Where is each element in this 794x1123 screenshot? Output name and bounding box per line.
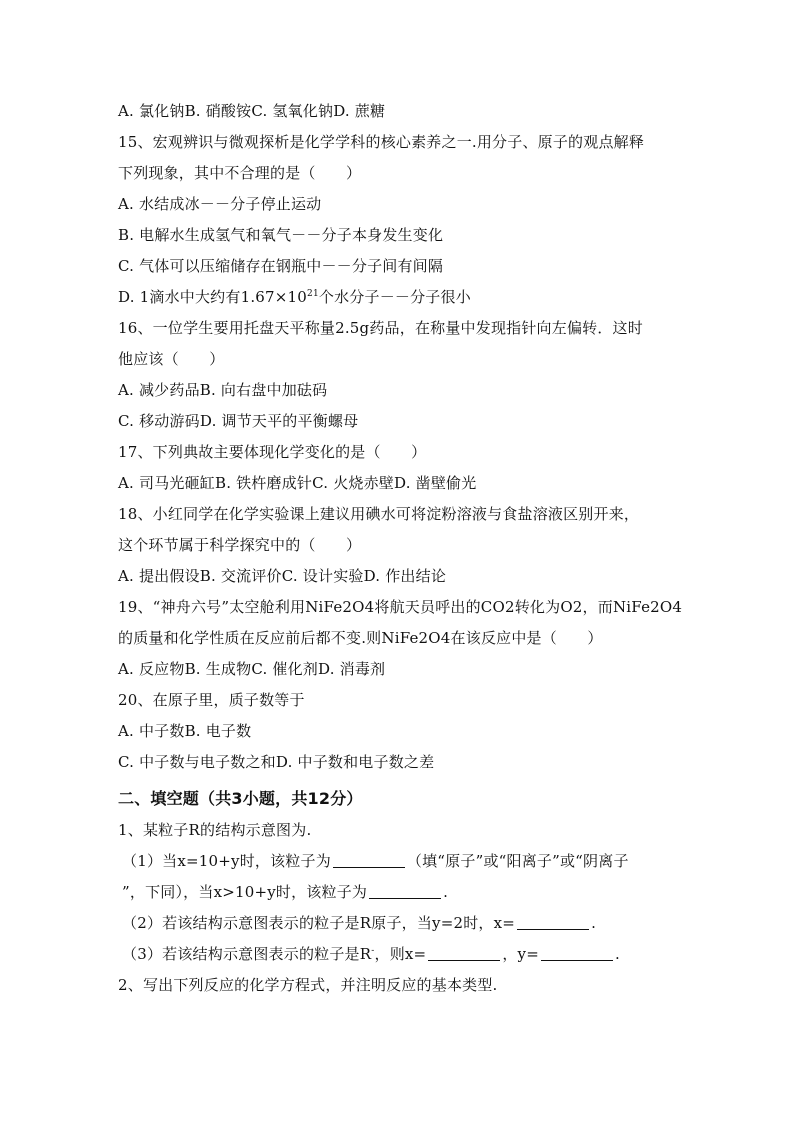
q15-option-d-tail: 个水分子－－分子很小 [318, 288, 471, 306]
fill-q1-part2-text-a: （2）若该结构示意图表示的粒子是R原子，当y=2时，x= [122, 914, 516, 932]
answer-blank[interactable] [428, 946, 500, 961]
q20-options-ab: A. 中子数B. 电子数 [118, 722, 252, 740]
q16-options-cd: C. 移动游码D. 调节天平的平衡螺母 [118, 412, 359, 430]
fill-q1-part3 [118, 939, 678, 970]
q15-option-c: C. 气体可以压缩储存在钢瓶中－－分子间有间隔 [118, 257, 444, 275]
ion-charge: - [371, 946, 375, 956]
answer-blank[interactable] [369, 884, 441, 899]
q17-stem: 17、下列典故主要体现化学变化的是（ ） [118, 443, 427, 461]
fill-q2-stem: 2、写出下列反应的化学方程式，并注明反应的基本类型. [118, 976, 498, 994]
q18-options: A. 提出假设B. 交流评价C. 设计实验D. 作出结论 [118, 567, 447, 585]
fill-q1-part3-text-a: （3）若该结构示意图表示的粒子是R [122, 945, 372, 963]
fill-q1-part1-text-d: . [443, 883, 449, 901]
q16-stem-1: 16、一位学生要用托盘天平称量2.5g药品，在称量中发现指针向左偏转．这时 [118, 319, 643, 337]
q15-option-d [118, 282, 678, 313]
q19-stem-2: 的质量和化学性质在反应前后都不变.则NiFe2O4在该反应中是（ ） [118, 629, 603, 647]
fill-q1-part2-text-b: . [591, 914, 597, 932]
q14-options: A. 氯化钠B. 硝酸铵C. 氢氧化钠D. 蔗糖 [118, 102, 386, 120]
fill-q1-part1-text-b: （填“原子”或“阳离子”或“阴离子 [406, 852, 629, 870]
exam-page [118, 96, 683, 1001]
q18-stem-1: 18、小红同学在化学实验课上建议用碘水可将淀粉溶液与食盐溶液区别开来， [118, 505, 640, 523]
q15-option-b: B. 电解水生成氢气和氧气－－分子本身发生变化 [118, 226, 444, 244]
fill-q1-part1-line2 [118, 877, 678, 908]
q19-stem-1: 19、“神舟六号”太空舱利用NiFe2O4将航天员呼出的CO2转化为O2，而NiFe2O4 [118, 598, 683, 616]
q15-option-d-head: D. 1滴水中大约有1.67×10 [118, 288, 308, 306]
fill-q1-part3-text-b: ，则x= [374, 945, 427, 963]
q15-stem-2: 下列现象，其中不合理的是（ ） [118, 164, 362, 182]
answer-blank[interactable] [541, 946, 613, 961]
q19-options: A. 反应物B. 生成物C. 催化剂D. 消毒剂 [118, 660, 386, 678]
fill-q1-stem: 1、某粒子R的结构示意图为. [118, 821, 312, 839]
q17-options: A. 司马光砸缸B. 铁杵磨成针C. 火烧赤壁D. 凿壁偷光 [118, 474, 477, 492]
q16-stem-2: 他应该（ ） [118, 350, 225, 368]
answer-blank[interactable] [333, 853, 405, 868]
section-heading: 二、填空题（共3小题，共12分） [118, 789, 363, 808]
fill-q1-part1-text-a: （1）当x=10+y时，该粒子为 [122, 852, 331, 870]
q20-options-cd: C. 中子数与电子数之和D. 中子数和电子数之差 [118, 753, 435, 771]
q18-stem-2: 这个环节属于科学探究中的（ ） [118, 536, 362, 554]
exponent: 21 [307, 289, 319, 299]
q15-option-a: A. 水结成冰－－分子停止运动 [118, 195, 322, 213]
q20-stem: 20、在原子里，质子数等于 [118, 691, 305, 709]
fill-q1-part3-text-d: . [614, 945, 620, 963]
fill-q1-part1-text-c: ”，下同），当x>10+y时，该粒子为 [122, 883, 368, 901]
q16-options-ab: A. 减少药品B. 向右盘中加砝码 [118, 381, 328, 399]
fill-q1-part1-line1 [118, 846, 678, 877]
fill-q1-part2 [118, 908, 678, 939]
fill-q1-part3-text-c: ，y= [502, 945, 539, 963]
answer-blank[interactable] [517, 915, 589, 930]
q15-stem-1: 15、宏观辨识与微观探析是化学学科的核心素养之一.用分子、原子的观点解释 [118, 133, 645, 151]
